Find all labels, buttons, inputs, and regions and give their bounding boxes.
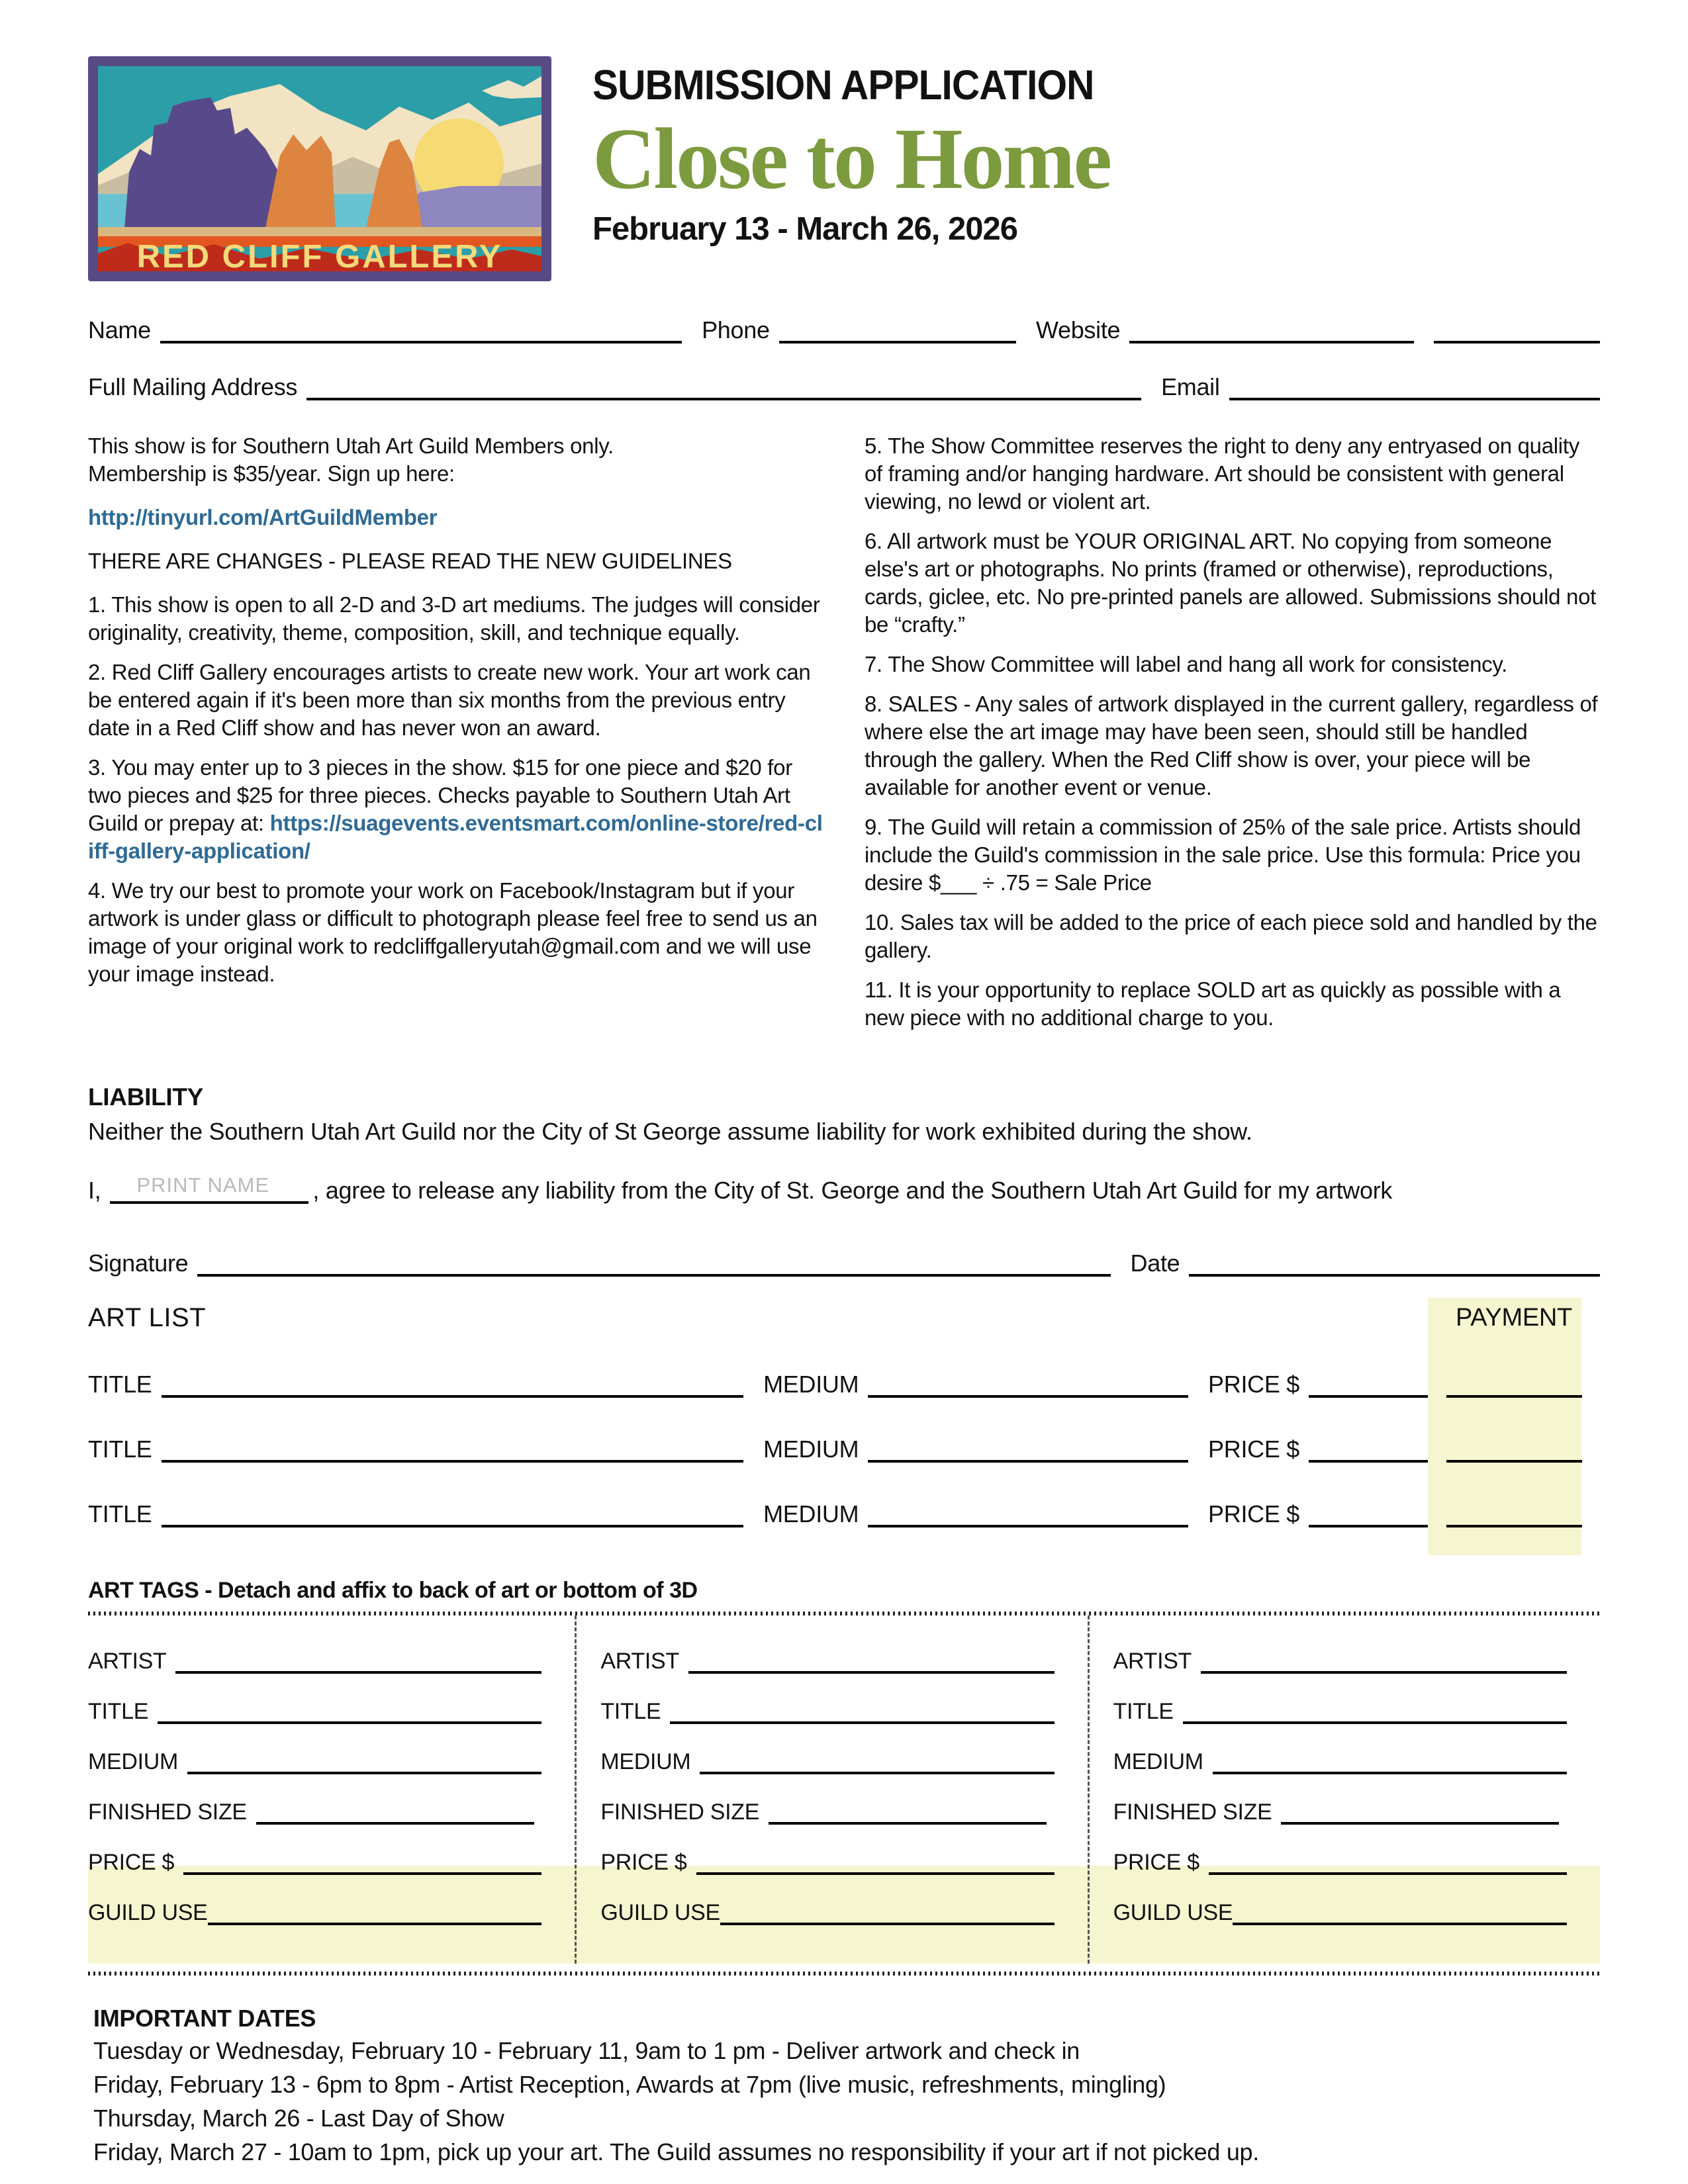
date-line-4: Friday, March 27 - 10am to 1pm, pick up your art. The Guild assumes no responsibility if your art if not picked up. <box>93 2138 1259 2165</box>
rule-item-9: 9. The Guild will retain a commission of 25% of the sale price. Artists should include the Guild's commission in the sale price. Use this formula: Price you desire $___ ÷ .75 = Sale Price <box>865 815 1581 895</box>
price-field-line[interactable] <box>183 1848 541 1875</box>
price-field-line[interactable] <box>1209 1848 1567 1875</box>
website-field-line-2[interactable] <box>1434 316 1600 343</box>
artist-label: ARTIST <box>1113 1648 1192 1674</box>
rule-item-10: 10. Sales tax will be added to the price of each piece sold and handled by the gallery. <box>865 910 1597 962</box>
medium-label: MEDIUM <box>600 1749 691 1774</box>
price-field-line[interactable] <box>696 1848 1055 1875</box>
art-list-row-2 <box>88 1435 1600 1463</box>
title-label: TITLE <box>88 1500 152 1528</box>
payment-field-line[interactable] <box>1446 1500 1582 1527</box>
rule-item-2: 2. Red Cliff Gallery encourages artists to create new work. Your art work can be entered again if it's been more than six months from the previous entry date in a Red Cliff show and has never won an award. <box>88 660 811 740</box>
liability-agree-row <box>88 1173 1600 1205</box>
title-field-line[interactable] <box>1183 1698 1567 1724</box>
rule-item-6: 6. All artwork must be YOUR ORIGINAL ART. No copying from someone else's art or photographs. No prints (framed or otherwise), reproductions, cards, giclee, etc. No pre-printed panels are allowed. Submissions should not be “crafty.” <box>865 529 1597 637</box>
mailing-address-label: Full Mailing Address <box>88 373 298 401</box>
art-tag-1 <box>88 1615 575 1964</box>
agree-suffix: , agree to release any liability from the City of St. George and the Southern Utah Art Guild for my artwork <box>312 1177 1393 1205</box>
guidelines <box>88 432 1600 1044</box>
rule-item-8: 8. SALES - Any sales of artwork displayed in the current gallery, regardless of where else the art image may have been seen, should still be handled through the gallery. When the Red Cliff show is over, your piece will be available for another event or venue. <box>865 692 1598 799</box>
logo-wordmark: RED CLIFF GALLERY <box>136 239 503 275</box>
title-field-line[interactable] <box>162 1370 744 1398</box>
medium-label: MEDIUM <box>763 1371 859 1398</box>
medium-label: MEDIUM <box>763 1500 859 1528</box>
logo-sand-stripe <box>98 227 541 236</box>
artist-field-line[interactable] <box>688 1647 1055 1674</box>
rule-item-3-text: 3. You may enter up to 3 pieces in the show. $15 for one piece and $20 for two pieces and $25 for three pieces. Checks payable to Southern Utah Art Guild or prepay at: <box>88 755 792 835</box>
price-field-line[interactable] <box>1309 1370 1428 1398</box>
rule-item-11: 11. It is your opportunity to replace SOLD art as quickly as possible with a new piece with no additional charge to you. <box>865 978 1561 1030</box>
membership-note-line1: This show is for Southern Utah Art Guild Members only. <box>88 433 614 458</box>
payment-field-line[interactable] <box>1446 1435 1582 1463</box>
price-label: PRICE $ <box>1113 1849 1199 1875</box>
date-line-3: Thursday, March 26 - Last Day of Show <box>93 2105 504 2132</box>
phone-label: Phone <box>702 316 770 344</box>
finished-size-label: FINISHED SIZE <box>600 1799 760 1825</box>
rule-item-4: 4. We try our best to promote your work on Facebook/Instagram but if your artwork is under glass or difficult to photograph please feel free to send us an image of your original work to redcliffgalleryutah@gmail.com and we will use your image instead. <box>88 878 818 986</box>
title-field-line[interactable] <box>162 1500 744 1527</box>
finished-size-field-line[interactable] <box>769 1798 1047 1825</box>
name-label: Name <box>88 316 151 344</box>
guild-use-label: GUILD USE <box>88 1899 208 1925</box>
show-title: Close to Home <box>592 110 1111 207</box>
price-label: PRICE $ <box>1208 1371 1299 1398</box>
finished-size-label: FINISHED SIZE <box>1113 1799 1272 1825</box>
guild-use-label: GUILD USE <box>1113 1899 1233 1925</box>
title-field-line[interactable] <box>670 1698 1054 1724</box>
print-name-field-line[interactable] <box>110 1173 308 1204</box>
medium-field-line[interactable] <box>187 1748 541 1774</box>
liability-section <box>88 1083 1600 1277</box>
title-label: TITLE <box>88 1698 149 1724</box>
medium-field-line[interactable] <box>868 1435 1188 1463</box>
price-label: PRICE $ <box>600 1849 687 1875</box>
agree-prefix: I, <box>88 1177 101 1205</box>
mailing-address-field-line[interactable] <box>306 373 1141 400</box>
print-name-placeholder: PRINT NAME <box>136 1173 270 1197</box>
art-list-row-1 <box>88 1370 1600 1398</box>
form-type-title: SUBMISSION APPLICATION <box>592 62 1094 109</box>
website-field-line[interactable] <box>1129 316 1414 343</box>
guild-use-field-line[interactable] <box>1233 1899 1567 1925</box>
signature-field-line[interactable] <box>197 1249 1110 1277</box>
contact-row-1 <box>88 316 1600 343</box>
price-label: PRICE $ <box>1208 1435 1299 1463</box>
medium-label: MEDIUM <box>1113 1749 1203 1774</box>
signature-label: Signature <box>88 1250 189 1277</box>
member-signup-link[interactable]: http://tinyurl.com/ArtGuildMember <box>88 505 438 529</box>
finished-size-label: FINISHED SIZE <box>88 1799 247 1825</box>
artist-field-line[interactable] <box>1201 1647 1567 1674</box>
art-tags-heading: ART TAGS - Detach and affix to back of art or bottom of 3D <box>88 1578 698 1603</box>
price-field-line[interactable] <box>1309 1435 1428 1463</box>
medium-label: MEDIUM <box>763 1435 859 1463</box>
changes-notice: THERE ARE CHANGES - PLEASE READ THE NEW GUIDELINES <box>88 549 732 573</box>
name-field-line[interactable] <box>160 316 682 343</box>
title-field-line[interactable] <box>162 1435 744 1463</box>
artist-label: ARTIST <box>88 1648 167 1674</box>
membership-note-line2: Membership is $35/year. Sign up here: <box>88 461 455 486</box>
title-field-line[interactable] <box>158 1698 541 1724</box>
date-label: Date <box>1130 1250 1180 1277</box>
art-list-row-3 <box>88 1500 1600 1527</box>
contact-row-2 <box>88 373 1600 400</box>
art-tags-section <box>88 1615 1600 1964</box>
finished-size-field-line[interactable] <box>1281 1798 1559 1825</box>
art-tag-2 <box>575 1615 1087 1964</box>
guidelines-left-column <box>88 432 823 1044</box>
date-field-line[interactable] <box>1189 1249 1600 1277</box>
cut-line-bottom <box>88 1972 1600 1976</box>
guild-use-field-line[interactable] <box>720 1899 1055 1925</box>
price-field-line[interactable] <box>1309 1500 1428 1527</box>
medium-label: MEDIUM <box>88 1749 179 1774</box>
date-line-2: Friday, February 13 - 6pm to 8pm - Artist Reception, Awards at 7pm (live music, refreshments, mingling) <box>93 2071 1166 2098</box>
website-label: Website <box>1035 316 1121 344</box>
artist-label: ARTIST <box>600 1648 679 1674</box>
art-list-heading: ART LIST <box>88 1303 207 1332</box>
membership-note <box>88 432 823 488</box>
prepay-link[interactable]: https://suagevents.eventsmart.com/online-store/red-cliff-gallery-application/ <box>88 811 823 863</box>
price-label: PRICE $ <box>1208 1500 1299 1528</box>
medium-field-line[interactable] <box>868 1500 1188 1527</box>
rule-item-7: 7. The Show Committee will label and hang all work for consistency. <box>865 652 1507 676</box>
liability-heading: LIABILITY <box>88 1083 204 1111</box>
important-dates-section <box>88 2005 1600 2167</box>
finished-size-field-line[interactable] <box>256 1798 534 1825</box>
header <box>88 56 1600 281</box>
title-label: TITLE <box>600 1698 661 1724</box>
guidelines-right-column <box>865 432 1600 1044</box>
artist-field-line[interactable] <box>175 1647 541 1674</box>
member-signup-link-wrap <box>88 504 823 531</box>
payment-heading: PAYMENT <box>1456 1304 1572 1332</box>
phone-field-line[interactable] <box>779 316 1016 343</box>
price-label: PRICE $ <box>88 1849 175 1875</box>
liability-body: Neither the Southern Utah Art Guild nor the City of St George assume liability for work exhibited during the show. <box>88 1118 1252 1145</box>
art-tag-3 <box>1088 1615 1600 1964</box>
medium-field-line[interactable] <box>868 1370 1188 1398</box>
title-label: TITLE <box>1113 1698 1174 1724</box>
rule-item-1: 1. This show is open to all 2-D and 3-D art mediums. The judges will consider originality, creativity, theme, composition, skill, and technique equally. <box>88 592 820 645</box>
guild-use-field-line[interactable] <box>208 1899 542 1925</box>
art-list-section <box>88 1303 1600 1555</box>
date-line-1: Tuesday or Wednesday, February 10 - February 11, 9am to 1 pm - Deliver artwork and check in <box>93 2037 1080 2064</box>
title-label: TITLE <box>88 1435 152 1463</box>
header-titles <box>592 56 1132 248</box>
art-list-header-row <box>88 1303 1600 1333</box>
rule-item-5: 5. The Show Committee reserves the right to deny any entryased on quality of framing and/or hanging hardware. Art should be consistent with general viewing, no lewd or violent art. <box>865 433 1579 514</box>
red-cliff-gallery-logo <box>88 56 551 281</box>
email-label: Email <box>1161 373 1220 401</box>
payment-field-line[interactable] <box>1446 1370 1582 1398</box>
title-label: TITLE <box>88 1371 152 1398</box>
guild-use-label: GUILD USE <box>600 1899 720 1925</box>
medium-field-line[interactable] <box>1213 1748 1567 1774</box>
important-dates-heading: IMPORTANT DATES <box>93 2005 316 2032</box>
medium-field-line[interactable] <box>700 1748 1054 1774</box>
signature-row <box>88 1249 1600 1277</box>
email-field-line[interactable] <box>1229 373 1600 400</box>
show-dates: February 13 - March 26, 2026 <box>592 210 1018 247</box>
rule-item-3 <box>88 754 823 865</box>
